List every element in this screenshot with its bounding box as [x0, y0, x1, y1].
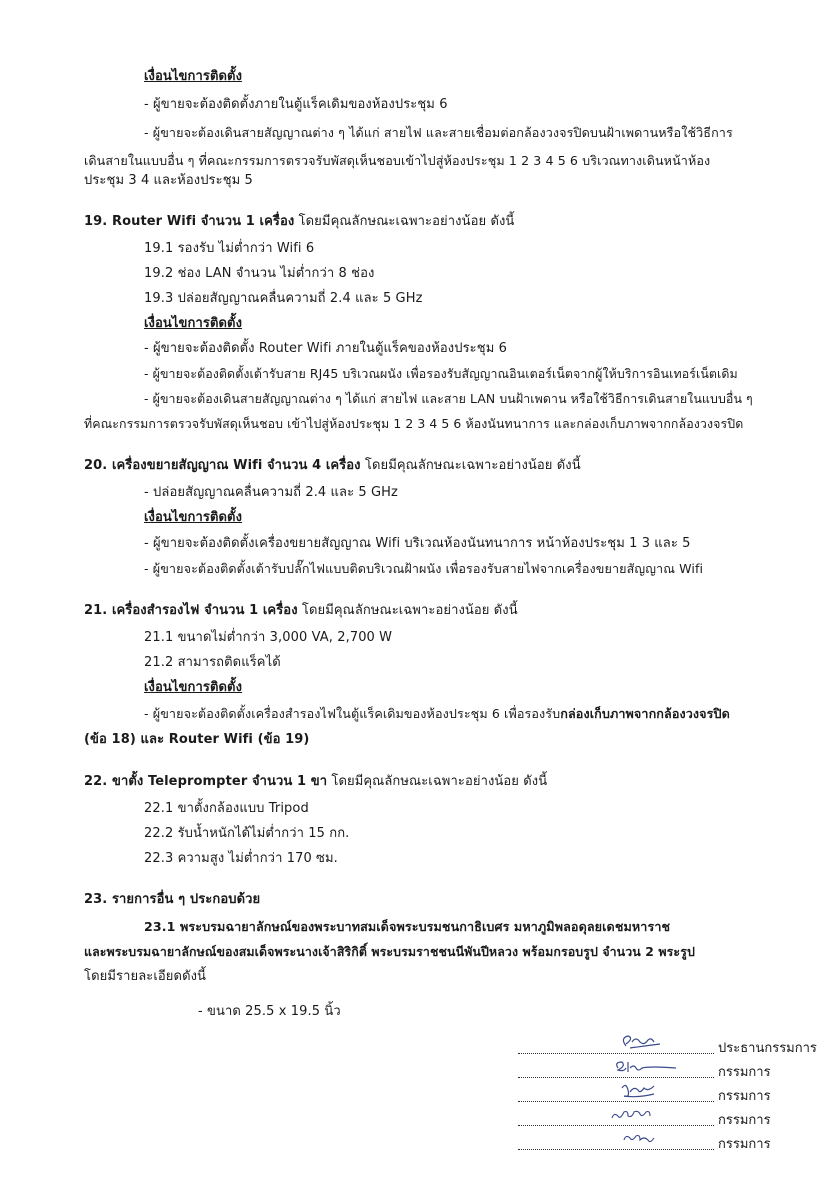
- handwritten-signature: [568, 1104, 678, 1124]
- paragraph-line: - ผู้ขายจะต้องเดินสายสัญญาณต่าง ๆ ได้แก่ สายไฟ และสาย LAN บนฝ้าเพดาน หรือใช้วิธีการเดินสายในแบบอื่น ๆ: [144, 391, 753, 406]
- item-title: 19. Router Wifi จำนวน 1 เครื่อง: [84, 214, 295, 229]
- item-title: 21. เครื่องสำรองไฟ จำนวน 1 เครื่อง: [84, 603, 298, 618]
- signature-row-chairman: [518, 1036, 834, 1058]
- signature-dotted-line: [518, 1053, 714, 1054]
- paragraph-line: ประชุม 3 4 และห้องประชุม 5: [84, 173, 253, 188]
- signature-role: กรรมการ: [718, 1137, 771, 1152]
- item-22-heading: [84, 773, 547, 791]
- signature-row-member: [518, 1084, 834, 1106]
- signature-dotted-line: [518, 1077, 714, 1078]
- spec-line: 19.2 ช่อง LAN จำนวน ไม่ต่ำกว่า 8 ช่อง: [144, 266, 375, 281]
- signature-dotted-line: [518, 1125, 714, 1126]
- paragraph-line: ที่คณะกรรมการตรวจรับพัสดุเห็นชอบ เข้าไปสู่ห้องประชุม 1 2 3 4 5 6 ห้องนันทนาการ และกล่องเก็บภาพจากกล้องวงจรปิด: [84, 416, 744, 431]
- item-21-heading: [84, 602, 518, 620]
- item-title-suffix: โดยมีคุณลักษณะเฉพาะอย่างน้อย ดังนี้: [360, 458, 581, 473]
- handwritten-signature: [568, 1032, 678, 1052]
- signature-role: กรรมการ: [718, 1113, 771, 1128]
- signature-role: ประธานกรรมการ: [718, 1041, 817, 1056]
- paragraph-line: เดินสายในแบบอื่น ๆ ที่คณะกรรมการตรวจรับพัสดุเห็นชอบเข้าไปสู่ห้องประชุม 1 2 3 4 5 6 บริเวณทางเดินหน้าห้อง: [84, 153, 711, 168]
- handwritten-signature: [568, 1056, 678, 1076]
- size-line: - ขนาด 25.5 x 19.5 นิ้ว: [198, 1004, 341, 1019]
- spec-line: 19.1 รองรับ ไม่ต่ำกว่า Wifi 6: [144, 241, 315, 256]
- paragraph-line: (ข้อ 18) และ Router Wifi (ข้อ 19): [84, 732, 310, 747]
- spec-line: - ปล่อยสัญญาณคลื่นความถี่ 2.4 และ 5 GHz: [144, 485, 398, 500]
- installation-conditions-heading: เงื่อนไขการติดตั้ง: [144, 510, 243, 525]
- installation-conditions-heading: เงื่อนไขการติดตั้ง: [144, 316, 243, 331]
- item-title: 22. ขาตั้ง Teleprompter จำนวน 1 ขา: [84, 774, 328, 789]
- paragraph-line: - ผู้ขายจะต้องติดตั้ง Router Wifi ภายในตู้แร็คของห้องประชุม 6: [144, 341, 507, 356]
- paragraph-line: - ผู้ขายจะต้องติดตั้งเครื่องขยายสัญญาณ Wifi บริเวณห้องนันทนาการ หน้าห้องประชุม 1 3 และ 5: [144, 536, 691, 551]
- signature-dotted-line: [518, 1101, 714, 1102]
- handwritten-signature: [568, 1080, 678, 1100]
- spec-line: 22.2 รับน้ำหนักได้ไม่ต่ำกว่า 15 กก.: [144, 826, 350, 841]
- item-title: 20. เครื่องขยายสัญญาณ Wifi จำนวน 4 เครื่อง: [84, 458, 361, 473]
- spec-line: 22.3 ความสูง ไม่ต่ำกว่า 170 ซม.: [144, 851, 338, 866]
- signature-role: กรรมการ: [718, 1089, 771, 1104]
- item-20-heading: [84, 457, 581, 475]
- paragraph-line: [144, 705, 730, 723]
- installation-conditions-heading: เงื่อนไขการติดตั้ง: [144, 680, 243, 695]
- paragraph-line: - ผู้ขายจะต้องติดตั้งเต้ารับปลั๊กไฟแบบติดบริเวณฝ้าผนัง เพื่อรองรับสายไฟจากเครื่องขยายสัญญาณ Wifi: [144, 561, 704, 576]
- paragraph-line: และพระบรมฉายาลักษณ์ของสมเด็จพระนางเจ้าสิริกิติ์ พระบรมราชชนนีพันปีหลวง พร้อมกรอบรูป จำนวน 2 พระรูป: [84, 944, 695, 959]
- paragraph-line: - ผู้ขายจะต้องติดตั้งเต้ารับสาย RJ45 บริเวณผนัง เพื่อรองรับสัญญาณอินเตอร์เน็ตจากผู้ให้บริการอินเทอร์เน็ตเดิม: [144, 366, 738, 381]
- installation-conditions-heading: เงื่อนไขการติดตั้ง: [144, 69, 243, 84]
- spec-line: 22.1 ขาตั้งกล้องแบบ Tripod: [144, 801, 309, 816]
- paragraph-line: - ผู้ขายจะต้องเดินสายสัญญาณต่าง ๆ ได้แก่ สายไฟ และสายเชื่อมต่อกล้องวงจรปิดบนฝ้าเพดานหรือใช้วิธีการ: [144, 125, 733, 140]
- paragraph-line: โดยมีรายละเอียดดังนี้: [84, 969, 207, 984]
- spec-line: 19.3 ปล่อยสัญญาณคลื่นความถี่ 2.4 และ 5 GHz: [144, 291, 423, 306]
- item-title-suffix: โดยมีคุณลักษณะเฉพาะอย่างน้อย ดังนี้: [297, 603, 518, 618]
- handwritten-signature: [568, 1128, 678, 1148]
- item-19-heading: [84, 213, 514, 231]
- signature-dotted-line: [518, 1149, 714, 1150]
- item-title-suffix: โดยมีคุณลักษณะเฉพาะอย่างน้อย ดังนี้: [327, 774, 548, 789]
- signature-role: กรรมการ: [718, 1065, 771, 1080]
- item-title-suffix: โดยมีคุณลักษณะเฉพาะอย่างน้อย ดังนี้: [294, 214, 515, 229]
- paragraph-text: - ผู้ขายจะต้องติดตั้งเครื่องสำรองไฟในตู้แร็คเดิมของห้องประชุม 6 เพื่อรองรับ: [144, 706, 561, 721]
- spec-line: 21.1 ขนาดไม่ต่ำกว่า 3,000 VA, 2,700 W: [144, 630, 393, 645]
- signature-row-member: [518, 1060, 834, 1082]
- paragraph-line: - ผู้ขายจะต้องติดตั้งภายในตู้แร็คเดิมของห้องประชุม 6: [144, 97, 448, 112]
- item-23-heading: 23. รายการอื่น ๆ ประกอบด้วย: [84, 892, 261, 907]
- signature-row-member: [518, 1132, 834, 1154]
- paragraph-bold-text: กล่องเก็บภาพจากกล้องวงจรปิด: [560, 706, 730, 721]
- signature-row-member: [518, 1108, 834, 1130]
- paragraph-line: 23.1 พระบรมฉายาลักษณ์ของพระบาทสมเด็จพระบรมชนกาธิเบศร มหาภูมิพลอดุลยเดชมหาราช: [144, 919, 671, 934]
- spec-line: 21.2 สามารถติดแร็คได้: [144, 655, 281, 670]
